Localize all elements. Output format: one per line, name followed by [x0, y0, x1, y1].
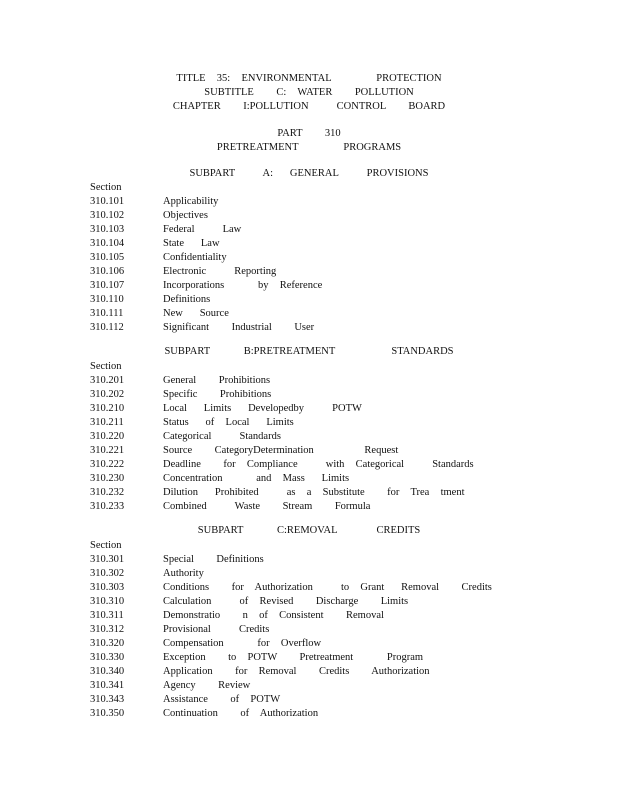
- section-title: Agency Review: [163, 680, 251, 691]
- section-number: 310.103: [90, 224, 125, 235]
- section-number: 310.230: [90, 473, 125, 484]
- subtitle-line: SUBTITLE C: WATER POLLUTION: [204, 87, 414, 98]
- section-title: New Source: [163, 308, 229, 319]
- section-title: Special Definitions: [163, 554, 264, 565]
- section-number: 310.104: [90, 238, 125, 249]
- section-number: 310.301: [90, 554, 125, 565]
- section-number: 310.340: [90, 666, 125, 677]
- section-entry: [90, 279, 530, 293]
- section-number: 310.201: [90, 375, 125, 386]
- section-number: 310.312: [90, 624, 125, 635]
- part-title: PRETREATMENT PROGRAMS: [216, 142, 402, 153]
- section-entry: [90, 595, 530, 609]
- subpart-c-heading: SUBPART C:REMOVAL CREDITS: [197, 525, 421, 536]
- section-label: Section: [90, 361, 122, 372]
- section-number: 310.233: [90, 501, 125, 512]
- section-entry: [90, 637, 530, 651]
- section-entry: [90, 430, 530, 444]
- section-number: 310.222: [90, 459, 125, 470]
- section-number: 310.302: [90, 568, 125, 579]
- section-number: 310.343: [90, 694, 125, 705]
- section-entry: [90, 223, 530, 237]
- section-entry: [90, 707, 530, 721]
- section-title: Dilution Prohibited as a Substitute for Trea tment: [163, 487, 465, 498]
- section-title: State Law: [163, 238, 220, 249]
- section-number: 310.303: [90, 582, 125, 593]
- section-number: 310.101: [90, 196, 125, 207]
- section-title: Applicability: [163, 196, 219, 207]
- section-title: Combined Waste Stream Formula: [163, 501, 371, 512]
- section-entry: [90, 321, 530, 335]
- section-title: Assistance of POTW: [163, 694, 281, 705]
- section-number: 310.105: [90, 252, 125, 263]
- section-title: Confidentiality: [163, 252, 227, 263]
- section-label: Section: [90, 182, 122, 193]
- section-title: Definitions: [163, 294, 211, 305]
- section-number: 310.311: [90, 610, 124, 621]
- section-title: Status of Local Limits: [163, 417, 294, 428]
- section-title: General Prohibitions: [163, 375, 271, 386]
- section-entry: [90, 237, 530, 251]
- section-entry: [90, 651, 530, 665]
- section-entry: [90, 609, 530, 623]
- section-label: Section: [90, 540, 122, 551]
- section-title: Specific Prohibitions: [163, 389, 272, 400]
- section-title: Objectives: [163, 210, 208, 221]
- subpart-b-heading: SUBPART B:PRETREATMENT STANDARDS: [164, 346, 454, 357]
- section-entry: [90, 293, 530, 307]
- section-entry: [90, 553, 530, 567]
- section-title: Application for Removal Credits Authorization: [163, 666, 430, 677]
- section-title: Concentration and Mass Limits: [163, 473, 350, 484]
- section-title: Demonstratio n of Consistent Removal: [163, 610, 384, 621]
- section-number: 310.310: [90, 596, 125, 607]
- section-number: 310.320: [90, 638, 125, 649]
- section-entry: [90, 374, 530, 388]
- section-number: 310.330: [90, 652, 125, 663]
- section-number: 310.350: [90, 708, 125, 719]
- section-entry: [90, 209, 530, 223]
- section-entry: [90, 679, 530, 693]
- section-number: 310.211: [90, 417, 124, 428]
- title-line: TITLE 35: ENVIRONMENTAL PROTECTION: [176, 73, 442, 84]
- section-entry: [90, 500, 530, 514]
- section-entry: [90, 623, 530, 637]
- section-entry: [90, 265, 530, 279]
- section-title: Local Limits Developedby POTW: [163, 403, 362, 414]
- section-entry: [90, 665, 530, 679]
- section-title: Conditions for Authorization to Grant Removal Credits: [163, 582, 492, 593]
- section-number: 310.202: [90, 389, 125, 400]
- section-number: 310.112: [90, 322, 124, 333]
- part-number: PART 310: [277, 128, 341, 139]
- section-title: Incorporations by Reference: [163, 280, 323, 291]
- section-entry: [90, 416, 530, 430]
- section-title: Source CategoryDetermination Request: [163, 445, 399, 456]
- section-title: Exception to POTW Pretreatment Program: [163, 652, 424, 663]
- section-entry: [90, 251, 530, 265]
- section-entry: [90, 581, 530, 595]
- section-number: 310.341: [90, 680, 125, 691]
- section-number: 310.107: [90, 280, 125, 291]
- section-title: Significant Industrial User: [163, 322, 315, 333]
- section-number: 310.221: [90, 445, 125, 456]
- subpart-a-heading: SUBPART A: GENERAL PROVISIONS: [189, 168, 429, 179]
- section-title: Electronic Reporting: [163, 266, 277, 277]
- section-number: 310.110: [90, 294, 124, 305]
- section-title: Categorical Standards: [163, 431, 281, 442]
- section-number: 310.220: [90, 431, 125, 442]
- section-title: Calculation of Revised Discharge Limits: [163, 596, 409, 607]
- section-entry: [90, 693, 530, 707]
- section-entry: [90, 567, 530, 581]
- section-number: 310.106: [90, 266, 125, 277]
- section-title: Federal Law: [163, 224, 242, 235]
- section-title: Authority: [163, 568, 204, 579]
- section-title: Provisional Credits: [163, 624, 270, 635]
- section-number: 310.232: [90, 487, 125, 498]
- section-entry: [90, 444, 530, 458]
- section-entry: [90, 195, 530, 209]
- section-number: 310.111: [90, 308, 124, 319]
- section-title: Continuation of Authorization: [163, 708, 319, 719]
- section-number: 310.102: [90, 210, 125, 221]
- section-title: Deadline for Compliance with Categorical Standards: [163, 459, 474, 470]
- section-entry: [90, 388, 530, 402]
- chapter-line: CHAPTER I:POLLUTION CONTROL BOARD: [172, 101, 446, 112]
- section-title: Compensation for Overflow: [163, 638, 322, 649]
- section-entry: [90, 472, 530, 486]
- section-entry: [90, 486, 530, 500]
- section-number: 310.210: [90, 403, 125, 414]
- section-entry: [90, 307, 530, 321]
- section-entry: [90, 402, 530, 416]
- section-entry: [90, 458, 530, 472]
